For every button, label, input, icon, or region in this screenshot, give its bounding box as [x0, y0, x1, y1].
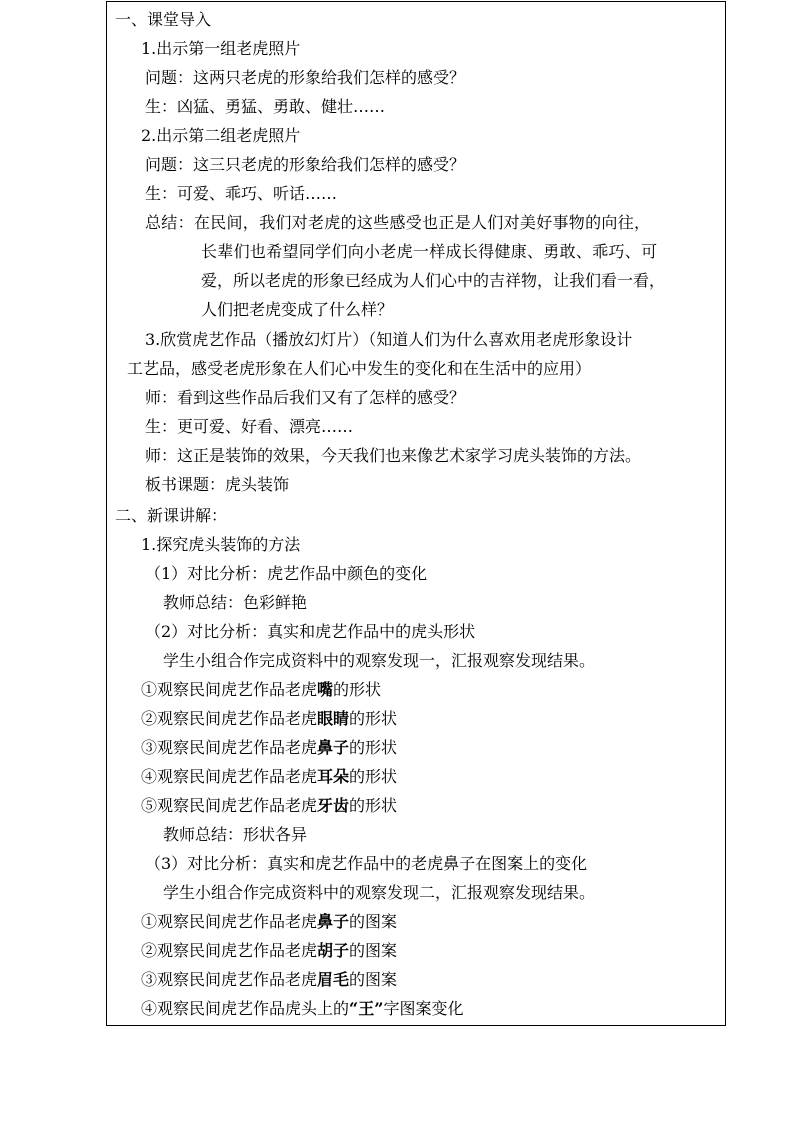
pattern-item: ②观察民间虎艺作品老虎胡子的图案	[141, 941, 398, 960]
compare-2: （2）对比分析：真实和虎艺作品中的虎头形状	[145, 622, 476, 641]
step-2-title: 2.出示第二组老虎照片	[141, 126, 301, 145]
summary-line-1: 总结：在民间，我们对老虎的这些感受也正是人们对美好事物的向往，	[145, 213, 651, 232]
answer-2: 生：可爱、乖巧、听话……	[145, 184, 338, 203]
summary-line-2: 长辈们也希望同学们向小老虎一样成长得健康、勇敢、乖巧、可	[201, 242, 658, 261]
step-3-line-2: 工艺品，感受老虎形象在人们心中发生的变化和在生活中的应用）	[127, 359, 592, 378]
pattern-item: ①观察民间虎艺作品老虎鼻子的图案	[141, 912, 398, 931]
section-heading-new-lesson: 二、新课讲解：	[115, 506, 228, 525]
compare-3: （3）对比分析：真实和虎艺作品中的老虎鼻子在图案上的变化	[145, 854, 588, 873]
observe-item: ②观察民间虎艺作品老虎眼睛的形状	[141, 709, 398, 728]
step-3-line-1: 3.欣赏虎艺作品（播放幻灯片）（知道人们为什么喜欢用老虎形象设计	[145, 330, 633, 349]
teacher-summary-2: 教师总结：形状各异	[163, 825, 308, 844]
explore-title: 1.探究虎头装饰的方法	[141, 535, 301, 554]
compare-1: （1）对比分析：虎艺作品中颜色的变化	[145, 564, 428, 583]
group-task-2: 学生小组合作完成资料中的观察发现二，汇报观察发现结果。	[163, 883, 596, 902]
question-2: 问题：这三只老虎的形象给我们怎样的感受？	[145, 155, 466, 174]
observe-item: ①观察民间虎艺作品老虎嘴的形状	[141, 680, 382, 699]
summary-line-4: 人们把老虎变成了什么样？	[201, 300, 394, 319]
step-1-title: 1.出示第一组老虎照片	[141, 39, 301, 58]
board-title: 板书课题：虎头装饰	[145, 475, 290, 494]
teacher-summary-1: 教师总结：色彩鲜艳	[163, 593, 308, 612]
summary-line-3: 爱，所以老虎的形象已经成为人们心中的吉祥物，让我们看一看，	[201, 271, 666, 290]
teacher-line-2: 师：这正是装饰的效果，今天我们也来像艺术家学习虎头装饰的方法。	[145, 446, 642, 465]
observe-item: ⑤观察民间虎艺作品老虎牙齿的形状	[141, 796, 398, 815]
answer-3: 生：更可爱、好看、漂亮……	[145, 417, 354, 436]
pattern-item: ③观察民间虎艺作品老虎眉毛的图案	[141, 970, 398, 989]
answer-1: 生：凶猛、勇猛、勇敢、健壮……	[145, 97, 386, 116]
group-task-1: 学生小组合作完成资料中的观察发现一，汇报观察发现结果。	[163, 651, 596, 670]
lesson-plan-table-cell	[106, 1, 726, 1026]
teacher-line-1: 师：看到这些作品后我们又有了怎样的感受？	[145, 388, 466, 407]
question-1: 问题：这两只老虎的形象给我们怎样的感受？	[145, 68, 466, 87]
observe-item: ④观察民间虎艺作品老虎耳朵的形状	[141, 767, 398, 786]
pattern-item: ④观察民间虎艺作品虎头上的“王”字图案变化	[141, 999, 464, 1018]
section-heading-intro: 一、课堂导入	[115, 10, 212, 29]
observe-item: ③观察民间虎艺作品老虎鼻子的形状	[141, 738, 398, 757]
